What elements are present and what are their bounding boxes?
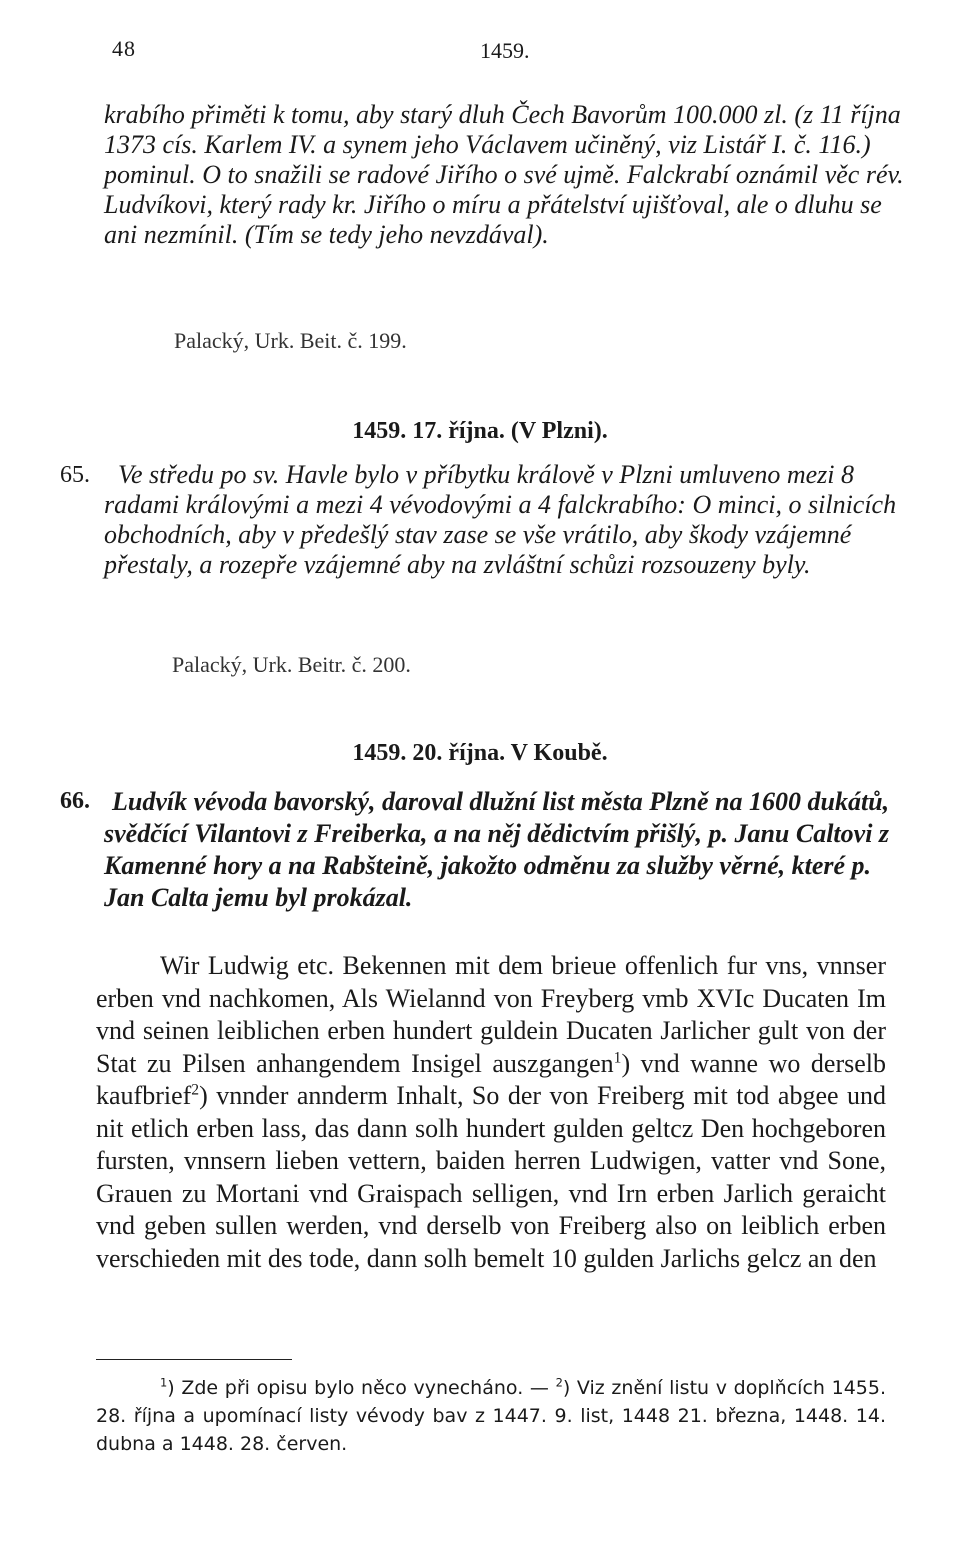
entry-66-number: 66. xyxy=(60,788,90,814)
footnote-1-marker: 1 xyxy=(160,1375,168,1390)
charter-text-part-1: Wir Ludwig etc. Bekennen mit dem brieue offenlich fur vns, vnnser erben vnd nachkomen, Als Wielannd von Freyberg vmb XVIc Ducaten Im vnd seinen leiblichen erben hundert guldein Ducaten Jarlicher gult von der Stat zu Pilsen anhangendem Insigel auszgangen xyxy=(96,951,886,1078)
entry-66-heading: 1459. 20. října. V Koubě. xyxy=(352,740,608,766)
footnotes xyxy=(96,1374,886,1458)
continuation-source: Palacký, Urk. Beit. č. 199. xyxy=(174,328,407,353)
charter-text-part-3: ) vnnder annderm Inhalt, So der von Freiberg mit tod abgee und nit etlich erben lass, das dann solh hundert gulden geltcz Den hochgeboren fursten, vnnsern lieben vettern, baiden herren Ludwigen, vatter vnd Sone, Grauen zu Mortani vnd Graispach selligen, vnd Irn erben Jarlich geraicht vnd geben sullen werden, vnd derselb von Freiberg also on leiblich erben verschieden mit des tode, dann solh bemelt 10 gulden Jarlichs gelcz an den xyxy=(96,1081,886,1273)
german-charter-text xyxy=(96,950,886,1275)
footnote-2-text: ) Viz znění listu v doplňcích 1455. 28. října a upomínací listy vévody bav z 1447. 9. list, 1448 21. března, 1448. 14. dubna a 1448. 28. červen. xyxy=(96,1377,886,1455)
footnote-2-marker: 2 xyxy=(555,1375,563,1390)
footnote-ref-2: 2 xyxy=(191,1081,200,1099)
entry-65-heading: 1459. 17. října. (V Plzni). xyxy=(352,418,608,444)
page-number: 48 xyxy=(112,36,136,61)
footnote-ref-1: 1 xyxy=(613,1048,622,1066)
entry-65-source: Palacký, Urk. Beitr. č. 200. xyxy=(172,652,411,677)
running-head-year: 1459. xyxy=(480,38,530,63)
page-header xyxy=(0,36,960,76)
entry-65-number: 65. xyxy=(60,462,90,488)
continuation-paragraph: krabího přiměti k tomu, aby starý dluh Čech Bavorům 100.000 zl. (z 11 října 1373 cís. Karlem IV. a synem jeho Václavem učiněný, viz Listář I. č. 116.) pominul. O to snažili se radové Jiřího o své ujmě. Falckrabí oznámil věc rév. Ludvíkovi, který rady kr. Jiřího o míru a přátelství ujišťoval, ale o dluhu se ani nezmínil. (Tím se tedy jeho nevzdával). xyxy=(104,100,904,249)
footnote-1-text: ) Zde při opisu bylo něco vynecháno. — xyxy=(167,1377,556,1399)
charter-text-part-2: ) vnd wanne wo derselb kaufbrief xyxy=(96,1048,886,1110)
entry-66-summary: Ludvík vévoda bavorský, daroval dlužní list města Plzně na 1600 dukátů, svědčící Vilantovi z Freiberka, a na něj dědictvím přišlý, p. Janu Caltovi z Kamenné hory a na Rabšteině, jakožto odměnu za služby věrné, které p. Jan Calta jemu byl prokázal. xyxy=(104,787,890,912)
footnote-divider xyxy=(96,1359,292,1360)
entry-65-summary: Ve středu po sv. Havle bylo v příbytku králově v Plzni umluveno mezi 8 radami královými a mezi 4 vévodovými a 4 falckrabího: O minci, o silnicích obchodních, aby v předešlý stav zase se vše vrátilo, aby škody vzájemné přestaly, a rozepře vzájemné aby na zvláštní schůzi rozsouzeny byly. xyxy=(104,460,897,579)
